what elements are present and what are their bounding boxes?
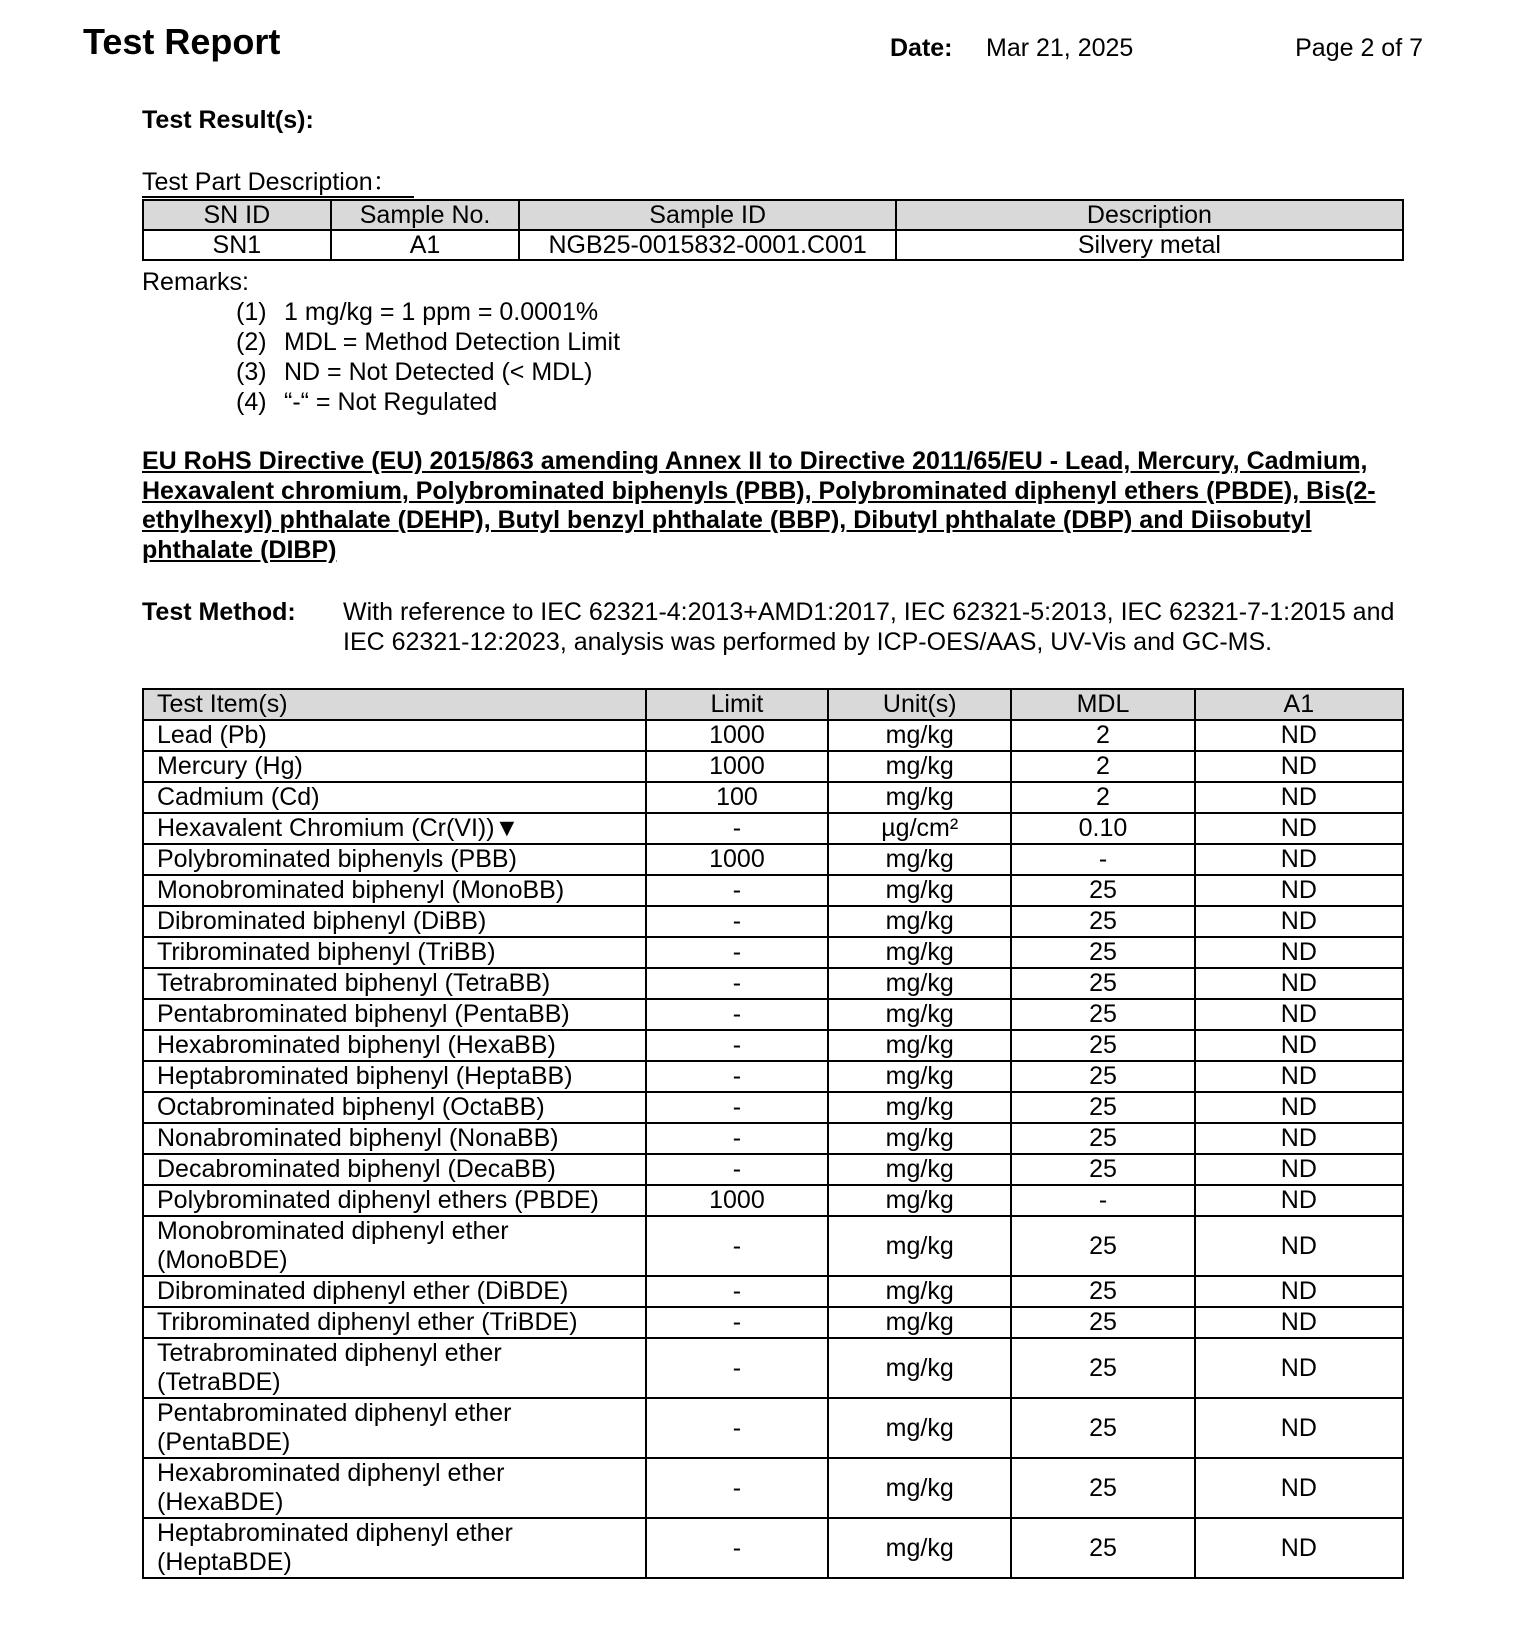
cell-limit: - (646, 1030, 828, 1061)
table-row (143, 1398, 1403, 1458)
test-method-label: Test Method: (142, 598, 296, 626)
cell-unit: mg/kg (828, 1216, 1011, 1276)
cell-test-item: Hexabrominated biphenyl (HexaBB) (143, 1030, 646, 1061)
cell-limit: - (646, 1398, 828, 1458)
cell-a1-result: ND (1195, 1061, 1403, 1092)
cell-limit: - (646, 999, 828, 1030)
cell-test-item: Heptabrominated biphenyl (HeptaBB) (143, 1061, 646, 1092)
cell-unit: mg/kg (828, 906, 1011, 937)
cell-mdl: 25 (1011, 1216, 1194, 1276)
table-row (143, 906, 1403, 937)
col-unit: Unit(s) (828, 689, 1011, 720)
table-row (143, 1216, 1403, 1276)
cell-a1-result: ND (1195, 999, 1403, 1030)
table-row (143, 1307, 1403, 1338)
table-row (143, 1518, 1403, 1578)
cell-test-item: Mercury (Hg) (143, 751, 646, 782)
col-a1: A1 (1195, 689, 1403, 720)
cell-limit: - (646, 937, 828, 968)
cell-a1-result: ND (1195, 968, 1403, 999)
remark-number: (1) (236, 298, 267, 326)
cell-mdl: 25 (1011, 1398, 1194, 1458)
cell-a1-result: ND (1195, 1458, 1403, 1518)
cell-test-item: Hexavalent Chromium (Cr(VI))▼ (143, 813, 646, 844)
cell-limit: - (646, 968, 828, 999)
part-table-row (143, 230, 1403, 260)
cell-mdl: 25 (1011, 906, 1194, 937)
test-method-text: With reference to IEC 62321-4:2013+AMD1:2017, IEC 62321-5:2013, IEC 62321-7-1:2015 and IEC 62321-12:2023, analysis was performed by ICP-OES/AAS, UV-Vis and GC-MS. (343, 598, 1395, 656)
cell-unit: mg/kg (828, 1338, 1011, 1398)
cell-mdl: 25 (1011, 968, 1194, 999)
cell-test-item: Tetrabrominated diphenyl ether (TetraBDE) (143, 1338, 646, 1398)
cell-unit: mg/kg (828, 1307, 1011, 1338)
col-mdl: MDL (1011, 689, 1194, 720)
cell-a1-result: ND (1195, 1216, 1403, 1276)
cell-test-item: Hexabrominated diphenyl ether (HexaBDE) (143, 1458, 646, 1518)
cell-test-item: Octabrominated biphenyl (OctaBB) (143, 1092, 646, 1123)
cell-limit: 1000 (646, 1185, 828, 1216)
cell-test-item: Dibrominated biphenyl (DiBB) (143, 906, 646, 937)
remark-text: MDL = Method Detection Limit (284, 328, 621, 356)
cell-limit: - (646, 813, 828, 844)
table-row (143, 720, 1403, 751)
part-cell-sn-id: SN1 (143, 230, 331, 260)
cell-limit: 1000 (646, 720, 828, 751)
cell-a1-result: ND (1195, 1123, 1403, 1154)
cell-a1-result: ND (1195, 1092, 1403, 1123)
cell-test-item: Dibrominated diphenyl ether (DiBDE) (143, 1276, 646, 1307)
remark-item (236, 297, 620, 327)
table-row (143, 1061, 1403, 1092)
cell-mdl: 2 (1011, 720, 1194, 751)
remarks-list (236, 297, 620, 417)
cell-unit: mg/kg (828, 875, 1011, 906)
results-header-row (143, 689, 1403, 720)
table-row (143, 844, 1403, 875)
cell-test-item: Polybrominated biphenyls (PBB) (143, 844, 646, 875)
cell-mdl: 25 (1011, 875, 1194, 906)
cell-test-item: Tribrominated diphenyl ether (TriBDE) (143, 1307, 646, 1338)
cell-a1-result: ND (1195, 751, 1403, 782)
cell-a1-result: ND (1195, 937, 1403, 968)
cell-a1-result: ND (1195, 1154, 1403, 1185)
table-row (143, 1092, 1403, 1123)
cell-mdl: 0.10 (1011, 813, 1194, 844)
table-row (143, 813, 1403, 844)
cell-unit: mg/kg (828, 782, 1011, 813)
cell-unit: mg/kg (828, 1276, 1011, 1307)
table-row (143, 1276, 1403, 1307)
cell-test-item: Decabrominated biphenyl (DecaBB) (143, 1154, 646, 1185)
remark-number: (2) (236, 328, 267, 356)
date-label: Date: (890, 34, 953, 62)
cell-unit: mg/kg (828, 1185, 1011, 1216)
cell-test-item: Polybrominated diphenyl ethers (PBDE) (143, 1185, 646, 1216)
part-table-header-row (143, 200, 1403, 230)
cell-limit: 1000 (646, 844, 828, 875)
part-description-title: Test Part Description： (142, 168, 414, 198)
cell-test-item: Lead (Pb) (143, 720, 646, 751)
cell-a1-result: ND (1195, 782, 1403, 813)
table-row (143, 875, 1403, 906)
part-cell-sample-no: A1 (331, 230, 520, 260)
cell-a1-result: ND (1195, 720, 1403, 751)
table-row (143, 1154, 1403, 1185)
part-cell-sample-id: NGB25-0015832-0001.C001 (519, 230, 895, 260)
cell-a1-result: ND (1195, 1518, 1403, 1578)
cell-unit: mg/kg (828, 1030, 1011, 1061)
report-title: Test Report (83, 21, 281, 62)
part-col-sample-id: Sample ID (519, 200, 895, 230)
cell-a1-result: ND (1195, 906, 1403, 937)
cell-mdl: - (1011, 1185, 1194, 1216)
cell-test-item: Pentabrominated biphenyl (PentaBB) (143, 999, 646, 1030)
cell-limit: - (646, 1276, 828, 1307)
cell-limit: - (646, 1216, 828, 1276)
table-row (143, 1185, 1403, 1216)
cell-unit: mg/kg (828, 1123, 1011, 1154)
cell-limit: - (646, 1154, 828, 1185)
part-col-sample-no: Sample No. (331, 200, 520, 230)
col-test-item: Test Item(s) (143, 689, 646, 720)
remark-text: ND = Not Detected (< MDL) (284, 358, 593, 386)
cell-mdl: 25 (1011, 1458, 1194, 1518)
cell-limit: - (646, 1458, 828, 1518)
page-info: Page 2 of 7 (1295, 34, 1423, 62)
cell-a1-result: ND (1195, 844, 1403, 875)
cell-mdl: 25 (1011, 1061, 1194, 1092)
remarks-label: Remarks: (142, 268, 249, 296)
cell-unit: mg/kg (828, 999, 1011, 1030)
cell-test-item: Tetrabrominated biphenyl (TetraBB) (143, 968, 646, 999)
cell-limit: - (646, 1092, 828, 1123)
cell-unit: mg/kg (828, 720, 1011, 751)
cell-test-item: Cadmium (Cd) (143, 782, 646, 813)
cell-limit: - (646, 1518, 828, 1578)
results-table-body (143, 689, 1403, 1578)
cell-a1-result: ND (1195, 1338, 1403, 1398)
cell-unit: mg/kg (828, 1458, 1011, 1518)
cell-limit: 1000 (646, 751, 828, 782)
remark-item (236, 327, 620, 357)
cell-a1-result: ND (1195, 1030, 1403, 1061)
cell-a1-result: ND (1195, 1185, 1403, 1216)
cell-unit: mg/kg (828, 968, 1011, 999)
remark-text: “-“ = Not Regulated (284, 388, 498, 416)
part-col-description: Description (896, 200, 1403, 230)
results-table (142, 688, 1404, 1579)
remark-number: (3) (236, 358, 267, 386)
cell-a1-result: ND (1195, 875, 1403, 906)
cell-mdl: 25 (1011, 1154, 1194, 1185)
table-row (143, 1458, 1403, 1518)
table-row (143, 999, 1403, 1030)
cell-unit: mg/kg (828, 1398, 1011, 1458)
remark-number: (4) (236, 388, 267, 416)
cell-mdl: 25 (1011, 1518, 1194, 1578)
table-row (143, 1338, 1403, 1398)
cell-unit: mg/kg (828, 1518, 1011, 1578)
cell-test-item: Monobrominated biphenyl (MonoBB) (143, 875, 646, 906)
part-cell-description: Silvery metal (896, 230, 1403, 260)
cell-a1-result: ND (1195, 1307, 1403, 1338)
cell-limit: - (646, 906, 828, 937)
cell-limit: - (646, 1307, 828, 1338)
remark-text: 1 mg/kg = 1 ppm = 0.0001% (284, 298, 599, 326)
cell-a1-result: ND (1195, 1276, 1403, 1307)
table-row (143, 782, 1403, 813)
cell-mdl: 25 (1011, 999, 1194, 1030)
cell-mdl: 25 (1011, 1092, 1194, 1123)
cell-a1-result: ND (1195, 1398, 1403, 1458)
cell-mdl: 25 (1011, 1030, 1194, 1061)
cell-limit: - (646, 875, 828, 906)
cell-mdl: - (1011, 844, 1194, 875)
table-row (143, 968, 1403, 999)
cell-a1-result: ND (1195, 813, 1403, 844)
cell-test-item: Heptabrominated diphenyl ether (HeptaBDE) (143, 1518, 646, 1578)
table-row (143, 937, 1403, 968)
table-row (143, 1030, 1403, 1061)
cell-mdl: 25 (1011, 937, 1194, 968)
cell-unit: mg/kg (828, 1154, 1011, 1185)
cell-unit: µg/cm² (828, 813, 1011, 844)
cell-limit: 100 (646, 782, 828, 813)
cell-mdl: 2 (1011, 751, 1194, 782)
cell-test-item: Monobrominated diphenyl ether (MonoBDE) (143, 1216, 646, 1276)
directive-title: EU RoHS Directive (EU) 2015/863 amending Annex II to Directive 2011/65/EU - Lead, Mercury, Cadmium, Hexavalent chromium, Polybrominated biphenyls (PBB), Polybrominated diphenyl ethers (PBDE), Bis(2-ethylhexyl) phthalate (DEHP), Butyl benzyl phthalate (BBP), Dibutyl phthalate (DBP) and Diisobutyl phthalate (DIBP) (142, 447, 1376, 564)
cell-unit: mg/kg (828, 1092, 1011, 1123)
cell-test-item: Tribrominated biphenyl (TriBB) (143, 937, 646, 968)
table-row (143, 751, 1403, 782)
cell-mdl: 25 (1011, 1276, 1194, 1307)
table-row (143, 1123, 1403, 1154)
cell-test-item: Nonabrominated biphenyl (NonaBB) (143, 1123, 646, 1154)
cell-unit: mg/kg (828, 1061, 1011, 1092)
col-limit: Limit (646, 689, 828, 720)
cell-limit: - (646, 1061, 828, 1092)
remark-item (236, 387, 620, 417)
cell-unit: mg/kg (828, 937, 1011, 968)
cell-mdl: 25 (1011, 1307, 1194, 1338)
cell-limit: - (646, 1123, 828, 1154)
part-description-table (142, 199, 1404, 261)
date-value: Mar 21, 2025 (986, 34, 1134, 62)
cell-limit: - (646, 1338, 828, 1398)
cell-unit: mg/kg (828, 751, 1011, 782)
cell-mdl: 25 (1011, 1123, 1194, 1154)
cell-test-item: Pentabrominated diphenyl ether (PentaBDE) (143, 1398, 646, 1458)
cell-mdl: 2 (1011, 782, 1194, 813)
cell-mdl: 25 (1011, 1338, 1194, 1398)
cell-unit: mg/kg (828, 844, 1011, 875)
section-heading: Test Result(s): (142, 106, 314, 134)
part-col-sn-id: SN ID (143, 200, 331, 230)
remark-item (236, 357, 620, 387)
